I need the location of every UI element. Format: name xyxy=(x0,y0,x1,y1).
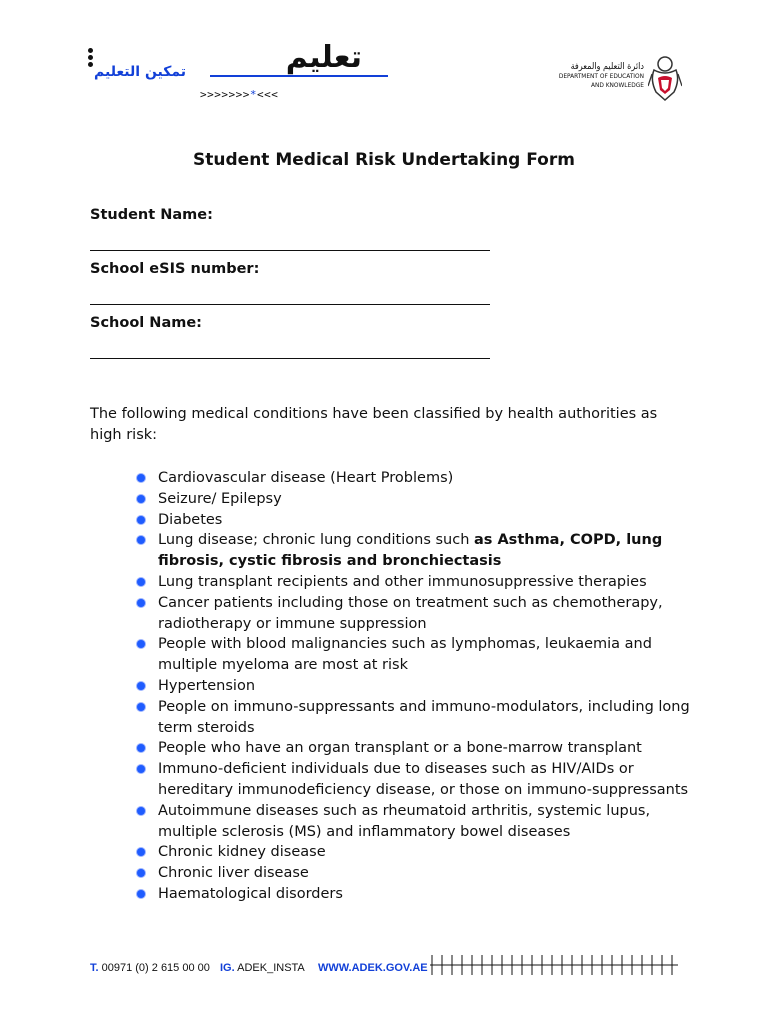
bullet-icon xyxy=(137,807,145,815)
list-item: Diabetes xyxy=(136,510,692,531)
bullet-icon xyxy=(137,536,145,544)
bullet-icon xyxy=(137,599,145,607)
bullet-icon xyxy=(137,682,145,690)
adek-name-en-2: AND KNOWLEDGE xyxy=(590,81,644,89)
star-icon: * xyxy=(249,88,257,101)
conditions-list xyxy=(136,468,692,905)
bullet-icon xyxy=(137,869,145,877)
list-item: People with blood malignancies such as lymphomas, leukaemia and multiple myeloma are most at risk xyxy=(136,634,692,676)
bullet-icon xyxy=(137,516,145,524)
bullet-icon xyxy=(137,474,145,482)
adek-name-en-1: DEPARTMENT OF EDUCATION xyxy=(558,72,644,80)
list-item: Lung disease; chronic lung conditions such as Asthma, COPD, lung fibrosis, cystic fibrosis and bronchiectasis xyxy=(136,530,692,572)
list-item: Cardiovascular disease (Heart Problems) xyxy=(136,468,692,489)
adek-logo xyxy=(548,56,688,102)
bullet-icon xyxy=(137,495,145,503)
phone-key: T. xyxy=(90,962,99,974)
bullet-icon xyxy=(137,765,145,773)
esis-number-label: School eSIS number: xyxy=(90,261,260,277)
footer-instagram xyxy=(220,962,305,974)
student-name-line[interactable] xyxy=(90,250,490,251)
phone-number: 00971 (0) 2 615 00 00 xyxy=(101,962,210,974)
bullet-icon xyxy=(137,890,145,898)
student-name-label: Student Name: xyxy=(90,207,213,223)
school-name-line[interactable] xyxy=(90,358,490,359)
instagram-key: IG. xyxy=(220,962,235,974)
list-item: Immuno-deficient individuals due to diseases such as HIV/AIDs or hereditary immunodeficiency disease, or those on immuno-suppressants xyxy=(136,759,692,801)
school-name-label: School Name: xyxy=(90,315,202,331)
abu-dhabi-emblem-icon xyxy=(648,56,682,102)
bullet-icon xyxy=(137,640,145,648)
tagline-rule xyxy=(210,75,388,77)
adek-name-ar: دائرة التعليم والمعرفة xyxy=(570,62,644,72)
grid-pattern-icon xyxy=(430,954,678,976)
instagram-handle: ADEK_INSTA xyxy=(237,962,305,974)
list-item: Seizure/ Epilepsy xyxy=(136,489,692,510)
campaign-tagline: تمكين التعليم xyxy=(94,64,187,80)
bullet-icon xyxy=(137,744,145,752)
list-item: People who have an organ transplant or a bone-marrow transplant xyxy=(136,738,692,759)
campaign-mark: تعليم xyxy=(285,40,362,75)
bold-emphasis: as Asthma, COPD, lung fibrosis, cystic fibrosis and bronchiectasis xyxy=(158,532,663,570)
footer-website-link[interactable]: WWW.ADEK.GOV.AE xyxy=(318,962,428,974)
bullet-icon xyxy=(137,848,145,856)
list-item: Haematological disorders xyxy=(136,884,692,905)
list-item: Autoimmune diseases such as rheumatoid arthritis, systemic lupus, multiple sclerosis (MS) and inflammatory bowel diseases xyxy=(136,801,692,843)
list-item: Cancer patients including those on treatment such as chemotherapy, radiotherapy or immune suppression xyxy=(136,593,692,635)
arrows-right: <<< xyxy=(256,88,279,101)
list-item: Lung transplant recipients and other immunosuppressive therapies xyxy=(136,572,692,593)
campaign-logo xyxy=(88,40,418,112)
list-item: People on immuno-suppressants and immuno-modulators, including long term steroids xyxy=(136,697,692,739)
arrows-left: >>>>>>> xyxy=(200,88,250,101)
bullet-icon xyxy=(137,703,145,711)
page-header xyxy=(0,0,768,120)
intro-paragraph: The following medical conditions have been classified by health authorities as high risk: xyxy=(90,406,658,443)
bullet-icon xyxy=(137,578,145,586)
footer-phone xyxy=(90,962,210,974)
adek-wordmark xyxy=(548,62,644,90)
list-item: Chronic liver disease xyxy=(136,863,692,884)
list-item: Hypertension xyxy=(136,676,692,697)
arrows-decoration xyxy=(200,88,278,101)
list-item: Chronic kidney disease xyxy=(136,842,692,863)
esis-number-line[interactable] xyxy=(90,304,490,305)
form-title: Student Medical Risk Undertaking Form xyxy=(193,150,575,170)
page-footer xyxy=(90,958,680,982)
